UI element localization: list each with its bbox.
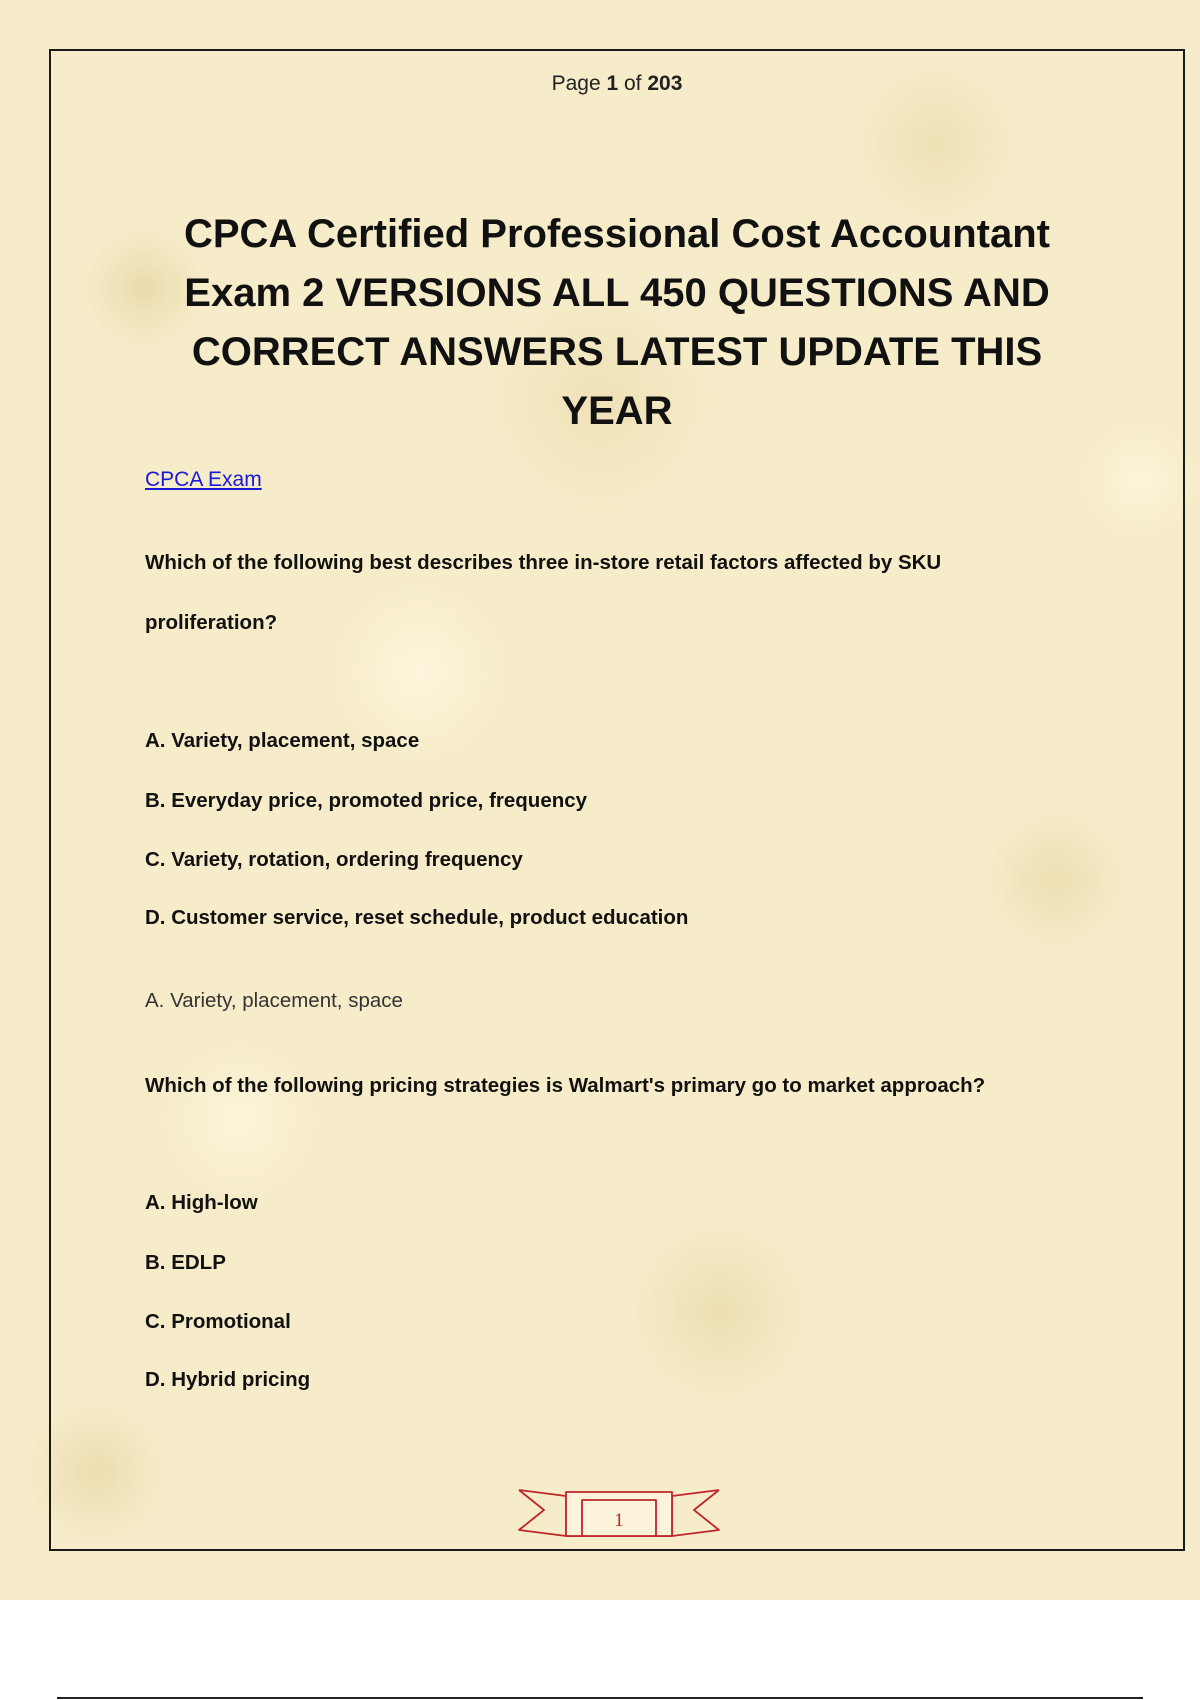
question-1-option-d: D. Customer service, reset schedule, product education bbox=[145, 906, 689, 929]
page-current: 1 bbox=[606, 72, 619, 95]
title-line: CORRECT ANSWERS LATEST UPDATE THIS bbox=[191, 330, 1043, 374]
document-title bbox=[150, 205, 1084, 441]
page-header bbox=[0, 72, 1200, 96]
footer-page-badge bbox=[516, 1480, 722, 1542]
title-line: Exam 2 VERSIONS ALL 450 QUESTIONS AND bbox=[184, 271, 1050, 315]
question-2-option-d: D. Hybrid pricing bbox=[145, 1368, 311, 1391]
bottom-divider bbox=[57, 1697, 1143, 1699]
page-prefix: Page bbox=[551, 72, 607, 95]
page-total: 203 bbox=[647, 72, 683, 95]
question-2-text: Which of the following pricing strategies is Walmart's primary go to market approach? bbox=[145, 1074, 986, 1097]
question-1-option-a: A. Variety, placement, space bbox=[145, 729, 420, 752]
title-line: YEAR bbox=[561, 389, 673, 433]
title-line: CPCA Certified Professional Cost Accountant bbox=[183, 212, 1051, 256]
question-2-option-c: C. Promotional bbox=[145, 1310, 291, 1333]
question-2-option-a: A. High-low bbox=[145, 1191, 258, 1214]
question-1-text: Which of the following best describes three in-store retail factors affected by SKU bbox=[145, 551, 942, 574]
cpca-exam-link[interactable]: CPCA Exam bbox=[145, 468, 262, 491]
footer-page-number: 1 bbox=[614, 1510, 624, 1531]
question-2-option-b: B. EDLP bbox=[145, 1251, 226, 1274]
question-1-answer: A. Variety, placement, space bbox=[145, 989, 403, 1012]
question-1-option-c: C. Variety, rotation, ordering frequency bbox=[145, 848, 523, 871]
question-1-text-cont: proliferation? bbox=[145, 611, 278, 634]
question-1-option-b: B. Everyday price, promoted price, frequency bbox=[145, 789, 588, 812]
page-of: of bbox=[618, 72, 648, 95]
